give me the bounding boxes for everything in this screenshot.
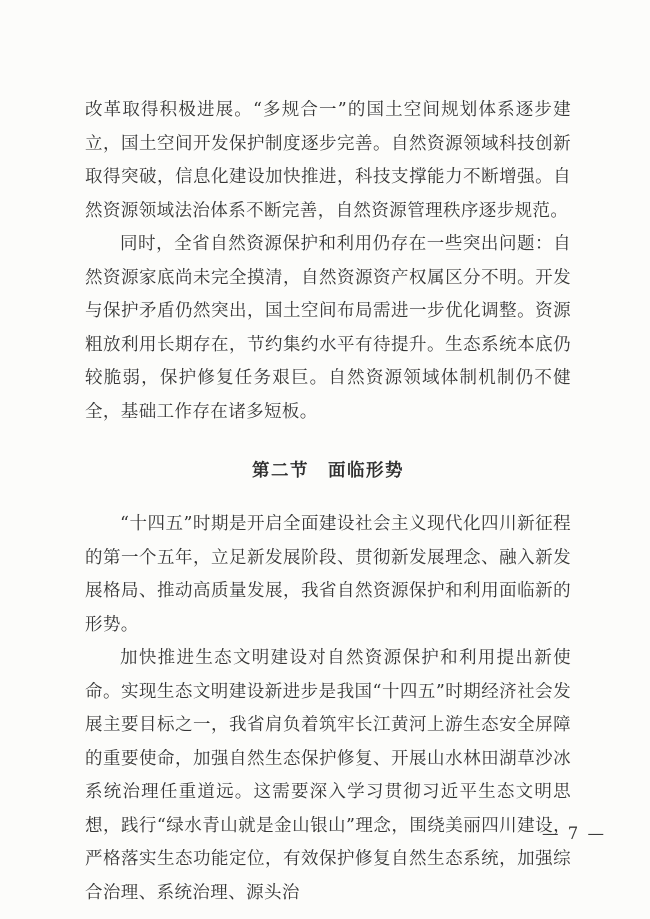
- paragraph-ecological-mission: 加快推进生态文明建设对自然资源保护和利用提出新使命。实现生态文明建设新进步是我国“十四五”时期经济社会发展主要目标之一，我省肩负着筑牢长江黄河上游生态安全屏障的重要使命，加强自然生态保护修复、开展山水林田湖草沙冰系统治理任重道远。这需要深入学习贯彻习近平生态文明思想，践行“绿水青山就是金山银山”理念，围绕美丽四川建设，严格落实生态功能定位，有效保护修复自然生态系统，加强综合治理、系统治理、源头治: [85, 648, 571, 903]
- section-heading: 第二节 面临形势: [252, 461, 404, 481]
- page-content: [85, 94, 571, 910]
- page-number: — 7 —: [542, 824, 606, 843]
- paragraph-period-intro: “十四五”时期是开启全面建设社会主义现代化四川新征程的第一个五年，立足新发展阶段、贯彻新发展理念、融入新发展格局、推动高质量发展，我省自然资源保护和利用面临新的形势。: [85, 514, 571, 635]
- paragraph-continuation: 改革取得积极进展。“多规合一”的国土空间规划体系逐步建立，国土空间开发保护制度逐步完善。自然资源领域科技创新取得突破，信息化建设加快推进，科技支撑能力不断增强。自然资源领域法治体系不断完善，自然资源管理秩序逐步规范。: [85, 100, 571, 221]
- paragraph-problems: 同时，全省自然资源保护和利用仍存在一些突出问题：自然资源家底尚未完全摸清，自然资源资产权属区分不明。开发与保护矛盾仍然突出，国土空间布局需进一步优化调整。资源粗放利用长期存在，节约集约水平有待提升。生态系统本底仍较脆弱，保护修复任务艰巨。自然资源领域体制机制仍不健全，基础工作存在诸多短板。: [85, 234, 571, 422]
